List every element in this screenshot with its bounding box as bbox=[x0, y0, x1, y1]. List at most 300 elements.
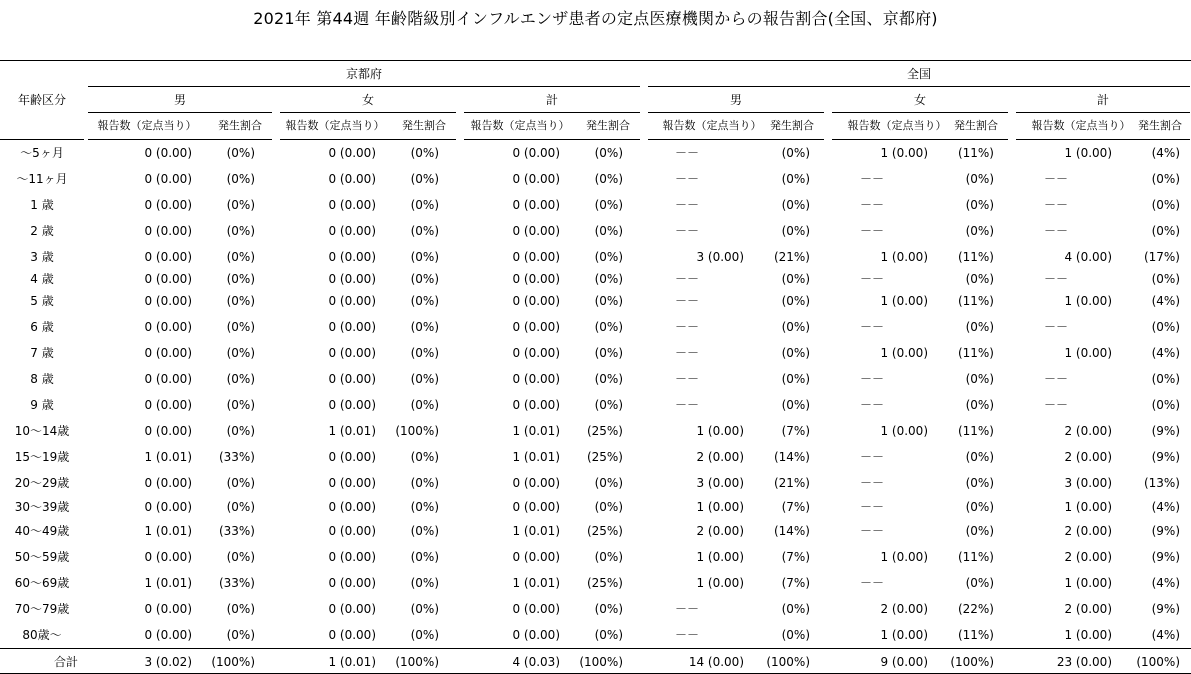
count-cell: －－ bbox=[859, 198, 885, 212]
count-cell: 1 (0.00) bbox=[880, 424, 928, 438]
ratio-cell: (14%) bbox=[773, 450, 810, 464]
count-cell: 1 (0.01) bbox=[512, 576, 560, 590]
count-cell: 2 (0.00) bbox=[696, 524, 744, 538]
count-cell: 1 (0.00) bbox=[696, 550, 744, 564]
count-cell: 1 (0.00) bbox=[696, 576, 744, 590]
count-cell: 0 (0.00) bbox=[512, 372, 560, 386]
total-ratio-cell: (100%) bbox=[395, 655, 439, 669]
total-count-cell: 14 (0.00) bbox=[688, 655, 744, 669]
subheader-ratio: 発生割合 bbox=[586, 119, 630, 132]
age-label: 20～29歳 bbox=[14, 476, 70, 490]
ratio-cell: (0%) bbox=[594, 272, 623, 286]
subheader-count: 報告数（定点当り） bbox=[285, 119, 385, 132]
count-cell: 0 (0.00) bbox=[144, 372, 192, 386]
age-label: 2 歳 bbox=[30, 224, 54, 238]
count-cell: 0 (0.00) bbox=[328, 476, 376, 490]
rowheader-rule bbox=[0, 139, 84, 140]
count-cell: 1 (0.00) bbox=[1064, 628, 1112, 642]
count-cell: 0 (0.00) bbox=[328, 346, 376, 360]
ratio-cell: (0%) bbox=[410, 576, 439, 590]
ratio-cell: (0%) bbox=[226, 346, 255, 360]
ratio-cell: (11%) bbox=[957, 424, 994, 438]
total-label: 合計 bbox=[53, 655, 79, 669]
count-cell: 0 (0.00) bbox=[144, 272, 192, 286]
gender-rule bbox=[88, 112, 272, 113]
count-cell: 0 (0.00) bbox=[144, 198, 192, 212]
ratio-cell: (0%) bbox=[410, 198, 439, 212]
gender-header: 男 bbox=[173, 93, 187, 107]
count-cell: 0 (0.00) bbox=[512, 146, 560, 160]
count-cell: 0 (0.00) bbox=[328, 198, 376, 212]
subheader-ratio: 発生割合 bbox=[770, 119, 814, 132]
count-cell: －－ bbox=[1043, 224, 1069, 238]
ratio-cell: (0%) bbox=[781, 224, 810, 238]
subheader-rule bbox=[832, 139, 1008, 140]
ratio-cell: (0%) bbox=[410, 224, 439, 238]
ratio-cell: (0%) bbox=[410, 476, 439, 490]
ratio-cell: (0%) bbox=[226, 320, 255, 334]
count-cell: －－ bbox=[859, 172, 885, 186]
count-cell: 0 (0.00) bbox=[512, 346, 560, 360]
count-cell: －－ bbox=[1043, 372, 1069, 386]
ratio-cell: (0%) bbox=[594, 628, 623, 642]
ratio-cell: (0%) bbox=[226, 628, 255, 642]
count-cell: 1 (0.00) bbox=[1064, 294, 1112, 308]
ratio-cell: (0%) bbox=[226, 146, 255, 160]
total-count-cell: 4 (0.03) bbox=[512, 655, 560, 669]
subheader-count: 報告数（定点当り） bbox=[470, 119, 570, 132]
count-cell: 2 (0.00) bbox=[1064, 602, 1112, 616]
count-cell: 1 (0.01) bbox=[512, 524, 560, 538]
count-cell: 1 (0.01) bbox=[512, 450, 560, 464]
count-cell: 0 (0.00) bbox=[328, 172, 376, 186]
count-cell: 0 (0.00) bbox=[144, 172, 192, 186]
ratio-cell: (0%) bbox=[226, 272, 255, 286]
count-cell: 3 (0.00) bbox=[696, 250, 744, 264]
total-ratio-cell: (100%) bbox=[579, 655, 623, 669]
count-cell: 1 (0.00) bbox=[880, 628, 928, 642]
total-top-rule bbox=[0, 648, 1191, 649]
ratio-cell: (4%) bbox=[1151, 628, 1180, 642]
ratio-cell: (100%) bbox=[395, 424, 439, 438]
row-header-age: 年齢区分 bbox=[17, 93, 67, 107]
gender-header: 女 bbox=[361, 93, 375, 107]
count-cell: －－ bbox=[859, 450, 885, 464]
ratio-cell: (0%) bbox=[226, 476, 255, 490]
ratio-cell: (11%) bbox=[957, 628, 994, 642]
ratio-cell: (0%) bbox=[965, 224, 994, 238]
ratio-cell: (0%) bbox=[965, 272, 994, 286]
ratio-cell: (0%) bbox=[226, 372, 255, 386]
ratio-cell: (0%) bbox=[594, 198, 623, 212]
age-label: ～5ヶ月 bbox=[20, 146, 64, 160]
ratio-cell: (0%) bbox=[410, 250, 439, 264]
ratio-cell: (0%) bbox=[965, 398, 994, 412]
total-count-cell: 3 (0.02) bbox=[144, 655, 192, 669]
count-cell: －－ bbox=[859, 224, 885, 238]
ratio-cell: (0%) bbox=[226, 250, 255, 264]
region-header-japan: 全国 bbox=[906, 67, 932, 81]
count-cell: 1 (0.01) bbox=[144, 576, 192, 590]
ratio-cell: (9%) bbox=[1151, 524, 1180, 538]
ratio-cell: (0%) bbox=[965, 450, 994, 464]
count-cell: 3 (0.00) bbox=[696, 476, 744, 490]
ratio-cell: (0%) bbox=[781, 172, 810, 186]
ratio-cell: (7%) bbox=[781, 576, 810, 590]
count-cell: 1 (0.00) bbox=[880, 550, 928, 564]
total-count-cell: 1 (0.01) bbox=[328, 655, 376, 669]
age-label: 6 歳 bbox=[30, 320, 54, 334]
ratio-cell: (0%) bbox=[410, 628, 439, 642]
subheader-rule bbox=[648, 139, 824, 140]
count-cell: 0 (0.00) bbox=[144, 628, 192, 642]
count-cell: 0 (0.00) bbox=[328, 372, 376, 386]
count-cell: 0 (0.00) bbox=[512, 628, 560, 642]
ratio-cell: (0%) bbox=[594, 398, 623, 412]
ratio-cell: (0%) bbox=[594, 294, 623, 308]
ratio-cell: (0%) bbox=[965, 576, 994, 590]
subheader-rule bbox=[88, 139, 272, 140]
gender-rule bbox=[280, 112, 456, 113]
ratio-cell: (25%) bbox=[586, 576, 623, 590]
age-label: 10～14歳 bbox=[14, 424, 70, 438]
count-cell: 1 (0.01) bbox=[328, 424, 376, 438]
subheader-rule bbox=[280, 139, 456, 140]
region-rule-japan bbox=[648, 86, 1190, 87]
subheader-count: 報告数（定点当り） bbox=[1031, 119, 1131, 132]
ratio-cell: (14%) bbox=[773, 524, 810, 538]
ratio-cell: (0%) bbox=[781, 398, 810, 412]
ratio-cell: (33%) bbox=[218, 576, 255, 590]
age-label: 30～39歳 bbox=[14, 500, 70, 514]
age-label: 3 歳 bbox=[30, 250, 54, 264]
age-label: 80歳～ bbox=[22, 628, 62, 642]
count-cell: 0 (0.00) bbox=[328, 272, 376, 286]
count-cell: 0 (0.00) bbox=[144, 346, 192, 360]
count-cell: 1 (0.00) bbox=[696, 424, 744, 438]
ratio-cell: (0%) bbox=[965, 500, 994, 514]
count-cell: 1 (0.00) bbox=[1064, 576, 1112, 590]
region-header-kyoto: 京都府 bbox=[345, 67, 383, 81]
subheader-ratio: 発生割合 bbox=[218, 119, 262, 132]
count-cell: 0 (0.00) bbox=[328, 250, 376, 264]
count-cell: 0 (0.00) bbox=[512, 476, 560, 490]
total-ratio-cell: (100%) bbox=[1136, 655, 1180, 669]
count-cell: 0 (0.00) bbox=[328, 294, 376, 308]
count-cell: 1 (0.00) bbox=[880, 346, 928, 360]
age-label: 5 歳 bbox=[30, 294, 54, 308]
ratio-cell: (0%) bbox=[410, 320, 439, 334]
count-cell: 1 (0.01) bbox=[144, 450, 192, 464]
ratio-cell: (25%) bbox=[586, 450, 623, 464]
count-cell: 1 (0.01) bbox=[144, 524, 192, 538]
ratio-cell: (0%) bbox=[594, 224, 623, 238]
total-ratio-cell: (100%) bbox=[211, 655, 255, 669]
age-label: 40～49歳 bbox=[14, 524, 70, 538]
count-cell: 0 (0.00) bbox=[512, 550, 560, 564]
count-cell: 0 (0.00) bbox=[144, 424, 192, 438]
ratio-cell: (0%) bbox=[226, 500, 255, 514]
count-cell: 0 (0.00) bbox=[512, 294, 560, 308]
count-cell: －－ bbox=[859, 272, 885, 286]
count-cell: －－ bbox=[1043, 198, 1069, 212]
ratio-cell: (9%) bbox=[1151, 550, 1180, 564]
count-cell: 1 (0.00) bbox=[1064, 500, 1112, 514]
ratio-cell: (0%) bbox=[1151, 398, 1180, 412]
count-cell: 0 (0.00) bbox=[512, 320, 560, 334]
count-cell: －－ bbox=[1043, 272, 1069, 286]
count-cell: 2 (0.00) bbox=[880, 602, 928, 616]
count-cell: 0 (0.00) bbox=[144, 602, 192, 616]
ratio-cell: (13%) bbox=[1143, 476, 1180, 490]
ratio-cell: (0%) bbox=[410, 450, 439, 464]
ratio-cell: (0%) bbox=[226, 294, 255, 308]
ratio-cell: (0%) bbox=[594, 320, 623, 334]
ratio-cell: (11%) bbox=[957, 146, 994, 160]
ratio-cell: (0%) bbox=[226, 424, 255, 438]
gender-rule bbox=[648, 112, 824, 113]
count-cell: －－ bbox=[674, 398, 700, 412]
ratio-cell: (9%) bbox=[1151, 602, 1180, 616]
count-cell: －－ bbox=[859, 500, 885, 514]
age-label: 8 歳 bbox=[30, 372, 54, 386]
ratio-cell: (11%) bbox=[957, 550, 994, 564]
count-cell: 0 (0.00) bbox=[328, 550, 376, 564]
ratio-cell: (17%) bbox=[1143, 250, 1180, 264]
ratio-cell: (0%) bbox=[781, 294, 810, 308]
ratio-cell: (0%) bbox=[781, 372, 810, 386]
ratio-cell: (0%) bbox=[965, 476, 994, 490]
subheader-rule bbox=[1016, 139, 1190, 140]
ratio-cell: (0%) bbox=[410, 602, 439, 616]
count-cell: 1 (0.00) bbox=[1064, 346, 1112, 360]
count-cell: －－ bbox=[1043, 172, 1069, 186]
count-cell: －－ bbox=[674, 294, 700, 308]
count-cell: －－ bbox=[1043, 398, 1069, 412]
gender-header: 計 bbox=[545, 93, 559, 107]
ratio-cell: (0%) bbox=[410, 500, 439, 514]
count-cell: －－ bbox=[859, 476, 885, 490]
ratio-cell: (0%) bbox=[410, 372, 439, 386]
ratio-cell: (0%) bbox=[594, 172, 623, 186]
ratio-cell: (0%) bbox=[226, 224, 255, 238]
gender-rule bbox=[464, 112, 640, 113]
ratio-cell: (0%) bbox=[410, 146, 439, 160]
ratio-cell: (0%) bbox=[781, 602, 810, 616]
age-label: 50～59歳 bbox=[14, 550, 70, 564]
ratio-cell: (7%) bbox=[781, 424, 810, 438]
age-label: 9 歳 bbox=[30, 398, 54, 412]
age-label: ～11ヶ月 bbox=[16, 172, 68, 186]
ratio-cell: (25%) bbox=[586, 524, 623, 538]
count-cell: －－ bbox=[674, 320, 700, 334]
subheader-ratio: 発生割合 bbox=[402, 119, 446, 132]
count-cell: 0 (0.00) bbox=[144, 250, 192, 264]
ratio-cell: (0%) bbox=[410, 294, 439, 308]
count-cell: －－ bbox=[1043, 320, 1069, 334]
count-cell: 0 (0.00) bbox=[328, 224, 376, 238]
ratio-cell: (11%) bbox=[957, 250, 994, 264]
ratio-cell: (0%) bbox=[594, 372, 623, 386]
count-cell: －－ bbox=[859, 576, 885, 590]
count-cell: 1 (0.00) bbox=[880, 294, 928, 308]
count-cell: 0 (0.00) bbox=[144, 550, 192, 564]
ratio-cell: (0%) bbox=[965, 372, 994, 386]
count-cell: －－ bbox=[674, 224, 700, 238]
ratio-cell: (21%) bbox=[773, 250, 810, 264]
ratio-cell: (0%) bbox=[410, 398, 439, 412]
count-cell: 2 (0.00) bbox=[1064, 424, 1112, 438]
ratio-cell: (4%) bbox=[1151, 500, 1180, 514]
total-count-cell: 9 (0.00) bbox=[880, 655, 928, 669]
ratio-cell: (0%) bbox=[410, 172, 439, 186]
ratio-cell: (0%) bbox=[965, 320, 994, 334]
region-rule-kyoto bbox=[88, 86, 640, 87]
gender-header: 女 bbox=[913, 93, 927, 107]
count-cell: 0 (0.00) bbox=[144, 398, 192, 412]
count-cell: 0 (0.00) bbox=[328, 576, 376, 590]
ratio-cell: (0%) bbox=[226, 172, 255, 186]
gender-rule bbox=[1016, 112, 1190, 113]
ratio-cell: (0%) bbox=[410, 272, 439, 286]
count-cell: 2 (0.00) bbox=[696, 450, 744, 464]
count-cell: 0 (0.00) bbox=[328, 398, 376, 412]
subheader-count: 報告数（定点当り） bbox=[97, 119, 197, 132]
ratio-cell: (0%) bbox=[226, 198, 255, 212]
count-cell: 1 (0.01) bbox=[512, 424, 560, 438]
ratio-cell: (33%) bbox=[218, 524, 255, 538]
ratio-cell: (0%) bbox=[226, 398, 255, 412]
ratio-cell: (0%) bbox=[594, 346, 623, 360]
count-cell: －－ bbox=[674, 372, 700, 386]
age-label: 4 歳 bbox=[30, 272, 54, 286]
ratio-cell: (4%) bbox=[1151, 146, 1180, 160]
ratio-cell: (0%) bbox=[1151, 198, 1180, 212]
count-cell: 0 (0.00) bbox=[512, 224, 560, 238]
ratio-cell: (0%) bbox=[594, 250, 623, 264]
ratio-cell: (0%) bbox=[410, 524, 439, 538]
ratio-cell: (0%) bbox=[1151, 320, 1180, 334]
count-cell: 0 (0.00) bbox=[512, 602, 560, 616]
ratio-cell: (0%) bbox=[781, 146, 810, 160]
ratio-cell: (0%) bbox=[1151, 224, 1180, 238]
count-cell: －－ bbox=[674, 602, 700, 616]
ratio-cell: (33%) bbox=[218, 450, 255, 464]
count-cell: 0 (0.00) bbox=[328, 500, 376, 514]
ratio-cell: (4%) bbox=[1151, 294, 1180, 308]
subheader-ratio: 発生割合 bbox=[954, 119, 998, 132]
gender-rule bbox=[832, 112, 1008, 113]
count-cell: 0 (0.00) bbox=[144, 146, 192, 160]
count-cell: 4 (0.00) bbox=[1064, 250, 1112, 264]
count-cell: 1 (0.00) bbox=[1064, 146, 1112, 160]
ratio-cell: (11%) bbox=[957, 346, 994, 360]
count-cell: 0 (0.00) bbox=[144, 320, 192, 334]
count-cell: －－ bbox=[859, 320, 885, 334]
ratio-cell: (0%) bbox=[226, 550, 255, 564]
subheader-count: 報告数（定点当り） bbox=[662, 119, 762, 132]
count-cell: 2 (0.00) bbox=[1064, 524, 1112, 538]
top-rule bbox=[0, 60, 1191, 61]
ratio-cell: (0%) bbox=[226, 602, 255, 616]
ratio-cell: (0%) bbox=[1151, 172, 1180, 186]
count-cell: 0 (0.00) bbox=[512, 398, 560, 412]
ratio-cell: (0%) bbox=[965, 524, 994, 538]
ratio-cell: (7%) bbox=[781, 550, 810, 564]
count-cell: 1 (0.00) bbox=[696, 500, 744, 514]
count-cell: －－ bbox=[674, 272, 700, 286]
count-cell: －－ bbox=[674, 172, 700, 186]
count-cell: 0 (0.00) bbox=[328, 320, 376, 334]
count-cell: 0 (0.00) bbox=[328, 524, 376, 538]
ratio-cell: (0%) bbox=[594, 500, 623, 514]
age-label: 15～19歳 bbox=[14, 450, 70, 464]
ratio-cell: (0%) bbox=[965, 198, 994, 212]
count-cell: 0 (0.00) bbox=[512, 250, 560, 264]
count-cell: －－ bbox=[674, 146, 700, 160]
age-label: 70～79歳 bbox=[14, 602, 70, 616]
count-cell: 1 (0.00) bbox=[880, 250, 928, 264]
ratio-cell: (0%) bbox=[1151, 272, 1180, 286]
ratio-cell: (0%) bbox=[781, 628, 810, 642]
gender-header: 計 bbox=[1096, 93, 1110, 107]
page-title: 2021年 第44週 年齢階級別インフルエンザ患者の定点医療機関からの報告割合(全国、京都府) bbox=[253, 9, 938, 28]
gender-header: 男 bbox=[729, 93, 743, 107]
ratio-cell: (0%) bbox=[781, 346, 810, 360]
ratio-cell: (0%) bbox=[410, 550, 439, 564]
ratio-cell: (7%) bbox=[781, 500, 810, 514]
count-cell: 0 (0.00) bbox=[144, 224, 192, 238]
age-label: 7 歳 bbox=[30, 346, 54, 360]
count-cell: 0 (0.00) bbox=[512, 198, 560, 212]
count-cell: 0 (0.00) bbox=[512, 500, 560, 514]
subheader-count: 報告数（定点当り） bbox=[847, 119, 947, 132]
ratio-cell: (0%) bbox=[594, 550, 623, 564]
ratio-cell: (0%) bbox=[965, 172, 994, 186]
count-cell: －－ bbox=[859, 524, 885, 538]
age-label: 60～69歳 bbox=[14, 576, 70, 590]
count-cell: 0 (0.00) bbox=[512, 172, 560, 186]
ratio-cell: (0%) bbox=[781, 320, 810, 334]
count-cell: 0 (0.00) bbox=[144, 294, 192, 308]
count-cell: －－ bbox=[859, 372, 885, 386]
ratio-cell: (9%) bbox=[1151, 450, 1180, 464]
count-cell: 3 (0.00) bbox=[1064, 476, 1112, 490]
subheader-ratio: 発生割合 bbox=[1138, 119, 1182, 132]
ratio-cell: (0%) bbox=[1151, 372, 1180, 386]
count-cell: －－ bbox=[674, 346, 700, 360]
count-cell: 2 (0.00) bbox=[1064, 450, 1112, 464]
total-ratio-cell: (100%) bbox=[766, 655, 810, 669]
count-cell: 0 (0.00) bbox=[144, 476, 192, 490]
ratio-cell: (25%) bbox=[586, 424, 623, 438]
count-cell: 0 (0.00) bbox=[512, 272, 560, 286]
count-cell: 1 (0.00) bbox=[880, 146, 928, 160]
ratio-cell: (4%) bbox=[1151, 346, 1180, 360]
ratio-cell: (9%) bbox=[1151, 424, 1180, 438]
count-cell: －－ bbox=[674, 198, 700, 212]
ratio-cell: (0%) bbox=[781, 272, 810, 286]
total-ratio-cell: (100%) bbox=[950, 655, 994, 669]
count-cell: 0 (0.00) bbox=[328, 146, 376, 160]
total-count-cell: 23 (0.00) bbox=[1056, 655, 1112, 669]
ratio-cell: (21%) bbox=[773, 476, 810, 490]
count-cell: 0 (0.00) bbox=[328, 602, 376, 616]
ratio-cell: (0%) bbox=[781, 198, 810, 212]
count-cell: －－ bbox=[859, 398, 885, 412]
ratio-cell: (0%) bbox=[410, 346, 439, 360]
ratio-cell: (11%) bbox=[957, 294, 994, 308]
